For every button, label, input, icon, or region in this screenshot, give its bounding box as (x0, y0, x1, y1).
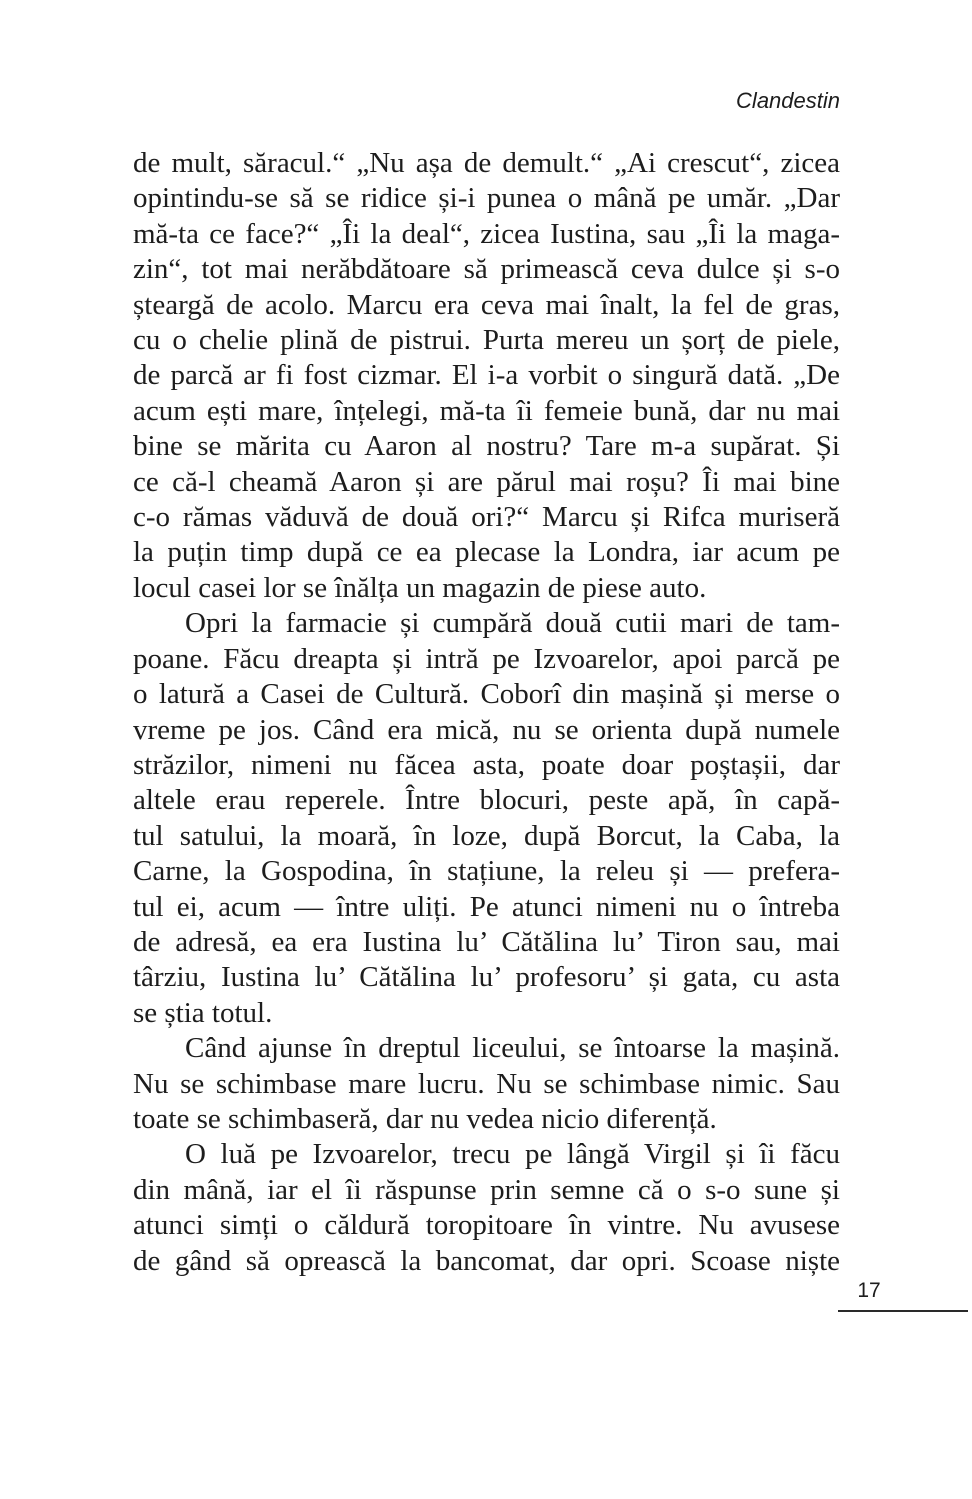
paragraph (133, 146, 840, 606)
text-line: târziu, Iustina lu’ Cătălina lu’ profesoru’ și gata, cu asta (133, 961, 840, 994)
text-line: din mână, iar el îi răspunse prin semne că o s-o sune și (133, 1173, 840, 1206)
text-line: poane. Făcu dreapta și intră pe Izvoarelor, apoi parcă pe (133, 642, 840, 675)
text-line: zin“, tot mai nerăbdătoare să primească ceva dulce și s-o (133, 253, 840, 286)
text-line: acum ești mare, înțelegi, mă-ta îi femeie bună, dar nu mai (133, 394, 840, 427)
text-line: ce că-l cheamă Aaron și are părul mai roșu? Îi mai bine (133, 465, 840, 498)
text-line: Carne, la Gospodina, în stațiune, la releu și — prefera- (133, 855, 840, 888)
text-line: de adresă, ea era Iustina lu’ Cătălina lu’ Tiron sau, mai (133, 925, 840, 958)
text-line: c-o rămas văduvă de două ori?“ Marcu și Rifca muriseră (133, 501, 840, 534)
text-line: altele erau reperele. Între blocuri, peste apă, în capă- (133, 784, 840, 817)
text-line: cu o chelie plină de pistrui. Purta mereu un șorț de piele, (133, 324, 840, 357)
text-line: Opri la farmacie și cumpără două cutii mari de tam- (185, 607, 840, 640)
text-line: se știa totul. (133, 996, 273, 1029)
text-line: șteargă de acolo. Marcu era ceva mai înalt, la fel de gras, (133, 288, 840, 321)
paragraph (133, 1031, 840, 1137)
page-number: 17 (857, 1279, 881, 1302)
text-line: mă-ta ce face?“ „Îi la deal“, zicea Iustina, sau „Îi la maga- (133, 217, 840, 250)
text-line: străzilor, nimeni nu făcea asta, poate doar poștașii, dar (133, 748, 840, 781)
text-line: de mult, săracul.“ „Nu așa de demult.“ „Ai crescut“, zicea (133, 147, 840, 179)
text-line: toate se schimbaseră, dar nu vedea nicio diferență. (133, 1102, 717, 1135)
text-line: la puțin timp după ce ea plecase la Londra, iar acum pe (133, 536, 840, 569)
running-header: Clandestin (736, 88, 840, 113)
text-line: tul satului, la moară, în loze, după Borcut, la Caba, la (133, 819, 840, 852)
text-line: Nu se schimbase mare lucru. Nu se schimbase nimic. Sau (133, 1067, 840, 1100)
footer-rule (838, 1310, 968, 1312)
text-line: de parcă ar fi fost cizmar. El i-a vorbit o singură dată. „De (133, 359, 840, 392)
text-line: tul ei, acum — între uliți. Pe atunci nimeni nu o întreba (133, 890, 840, 923)
text-line: o latură a Casei de Cultură. Coborî din mașină și merse o (133, 678, 840, 711)
text-line: atunci simți o căldură toropitoare în vintre. Nu avusese (133, 1209, 840, 1242)
text-line: vreme pe jos. Când era mică, nu se orienta după numele (133, 713, 840, 746)
text-line: locul casei lor se înălța un magazin de piese auto. (133, 571, 707, 604)
text-block (133, 146, 840, 1279)
text-line: opintindu-se să se ridice și-i punea o mână pe umăr. „Dar (133, 182, 840, 215)
text-line: bine se mărita cu Aaron al nostru? Tare m-a supărat. Și (133, 430, 840, 463)
text-line: de gând să oprească la bancomat, dar opri. Scoase niște (133, 1244, 840, 1277)
paragraph (133, 606, 840, 1031)
paragraph (133, 1137, 840, 1279)
text-line: Când ajunse în dreptul liceului, se întoarse la mașină. (185, 1032, 840, 1065)
text-line: O luă pe Izvoarelor, trecu pe lângă Virgil și îi făcu (185, 1138, 840, 1171)
